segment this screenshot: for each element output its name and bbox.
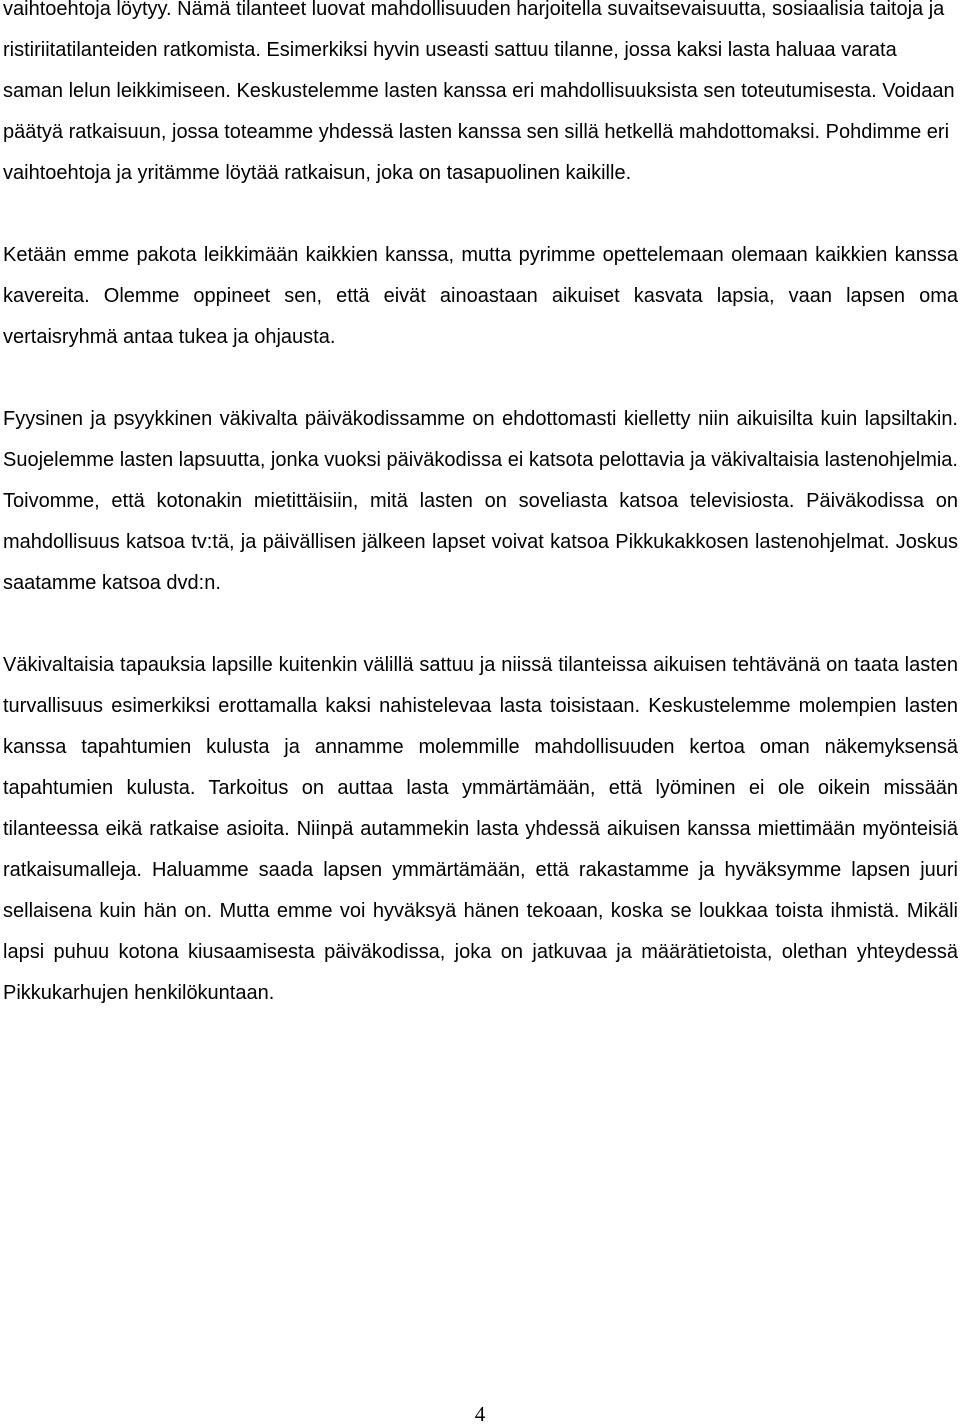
body-text	[3, 0, 958, 1055]
paragraph: Ketään emme pakota leikkimään kaikkien kanssa, mutta pyrimme opettelemaan olemaan kaikkien kanssa kavereita. Olemme oppineet sen, että eivät ainoastaan aikuiset kasvata lapsia, vaan lapsen oma vertaisryhmä antaa tukea ja ohjausta.	[3, 244, 958, 348]
page-number: 4	[474, 1402, 486, 1425]
paragraph: Fyysinen ja psyykkinen väkivalta päiväkodissamme on ehdottomasti kielletty niin aikuisilta kuin lapsiltakin. Suojelemme lasten lapsuutta, jonka vuoksi päiväkodissa ei katsota pelottavia ja väkivaltaisia lastenohjelmia. Toivomme, että kotonakin mietittäisiin, mitä lasten on soveliasta katsoa televisiosta. Päiväkodissa on mahdollisuus katsoa tv:tä, ja päivällisen jälkeen lapset voivat katsoa Pikkukakkosen lastenohjelmat. Joskus saatamme katsoa dvd:n.	[3, 408, 958, 594]
paragraph: vaihtoehtoja löytyy. Nämä tilanteet luovat mahdollisuuden harjoitella suvaitsevaisuutta, sosiaalisia taitoja ja ristiriitatilanteiden ratkomista. Esimerkiksi hyvin useasti sattuu tilanne, jossa kaksi lasta haluaa varata saman lelun leikkimiseen. Keskustelemme lasten kanssa eri mahdollisuuksista sen toteutumisesta. Voidaan päätyä ratkaisuun, jossa toteamme yhdessä lasten kanssa sen sillä hetkellä mahdottomaksi. Pohdimme eri vaihtoehtoja ja yritämme löytää ratkaisun, joka on tasapuolinen kaikille.	[3, 0, 955, 184]
paragraph: Väkivaltaisia tapauksia lapsille kuitenkin välillä sattuu ja niissä tilanteissa aikuisen tehtävänä on taata lasten turvallisuus esimerkiksi erottamalla kaksi nahistelevaa lasta toisistaan. Keskustelemme molempien lasten kanssa tapahtumien kulusta ja annamme molemmille mahdollisuuden kertoa oman näkemyksensä tapahtumien kulusta. Tarkoitus on auttaa lasta ymmärtämään, että lyöminen ei ole oikein missään tilanteessa eikä ratkaise asioita. Niinpä autammekin lasta yhdessä aikuisen kanssa miettimään myönteisiä ratkaisumalleja. Haluamme saada lapsen ymmärtämään, että rakastamme ja hyväksymme lapsen juuri sellaisena kuin hän on. Mutta emme voi hyväksyä hänen tekoaan, koska se loukkaa toista ihmistä. Mikäli lapsi puhuu kotona kiusaamisesta päiväkodissa, joka on jatkuvaa ja määrätietoista, olethan yhteydessä Pikkukarhujen henkilökuntaan.	[3, 654, 958, 1004]
